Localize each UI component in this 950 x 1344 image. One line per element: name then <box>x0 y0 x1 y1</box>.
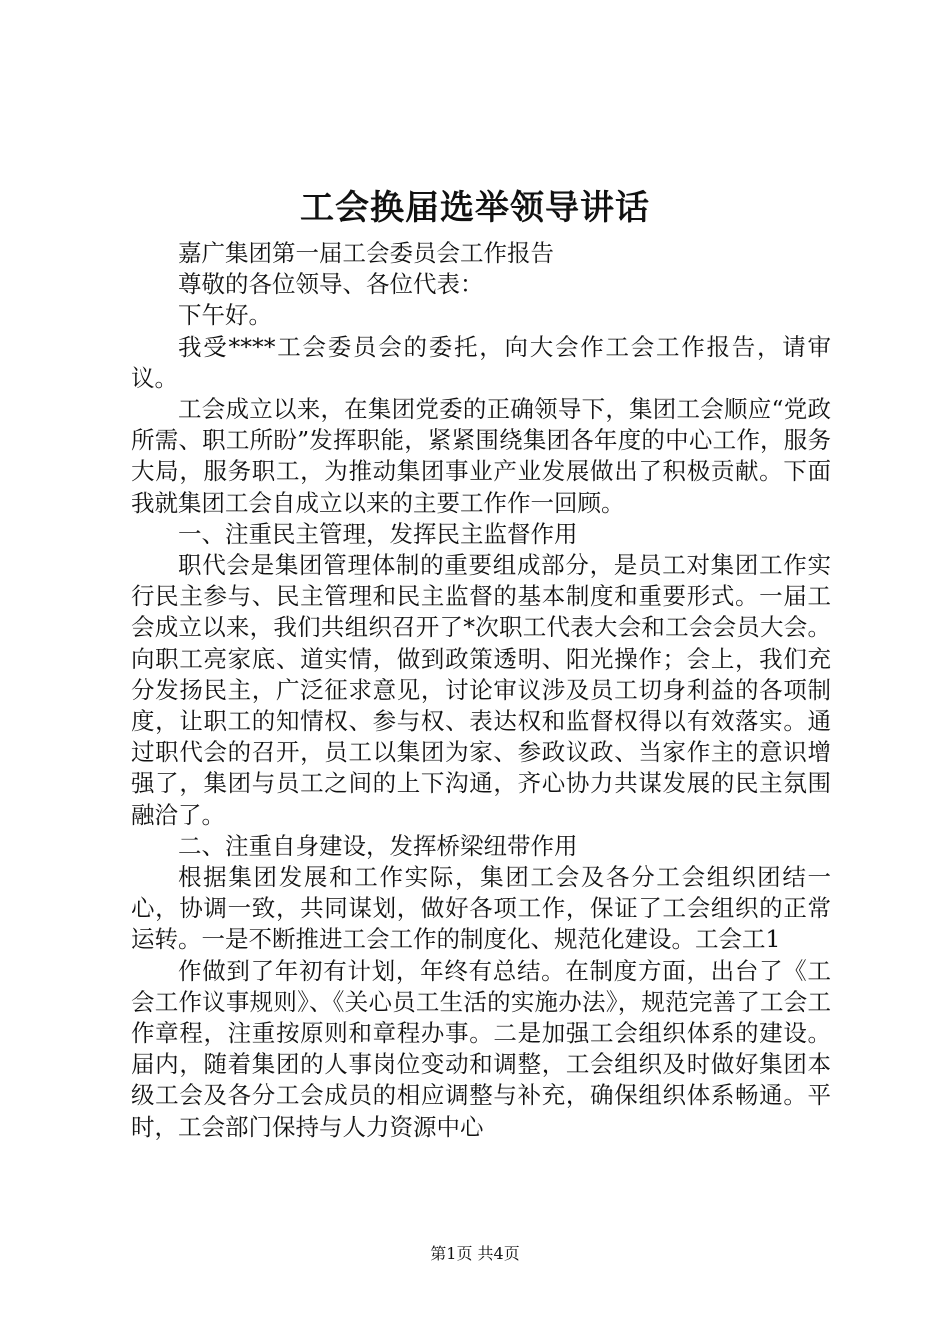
section-heading-2: 二、注重自身建设，发挥桥梁纽带作用 <box>178 831 578 860</box>
page-number-footer: 第1页 共4页 <box>430 1244 520 1263</box>
document-body <box>131 238 831 1143</box>
section-1-paragraph: 职代会是集团管理体制的重要组成部分，是员工对集团工作实行民主参与、民主管理和民主监督的基本制度和重要形式。一届工会成立以来，我们共组织召开了*次职工代表大会和工会会员大会。向职工亮家底、道实情，做到政策透明、阳光操作；会上，我们充分发扬民主，广泛征求意见，讨论审议涉及员工切身利益的各项制度，让职工的知情权、参与权、表达权和监督权得以有效落实。通过职代会的召开，员工以集团为家、参政议政、当家作主的意识增强了，集团与员工之间的上下沟通，齐心协力共谋发展的民主氛围融洽了。 <box>131 551 831 829</box>
section-2-continuation: 作做到了年初有计划，年终有总结。在制度方面，出台了《工会工作议事规则》、《关心员工生活的实施办法》，规范完善了工会工作章程，注重按原则和章程办事。二是加强工会组织体系的建设。届内，随着集团的人事岗位变动和调整，工会组织及时做好集团本级工会及各分工会成员的相应调整与补充，确保组织体系畅通。平时，工会部门保持与人力资源中心 <box>131 956 831 1141</box>
section-heading-1: 一、注重民主管理，发挥民主监督作用 <box>178 519 578 548</box>
section-2-paragraph: 根据集团发展和工作实际，集团工会及各分工会组织团结一心，协调一致，共同谋划，做好各项工作，保证了工会组织的正常运转。一是不断推进工会工作的制度化、规范化建设。工会工1 <box>131 863 831 954</box>
document-title: 工会换届选举领导讲话 <box>300 188 650 228</box>
greeting: 下午好。 <box>178 301 272 330</box>
overview-paragraph: 工会成立以来，在集团党委的正确领导下，集团工会顺应“党政所需、职工所盼”发挥职能，紧紧围绕集团各年度的中心工作，服务大局，服务职工，为推动集团事业产业发展做出了积极贡献。下面我就集团工会自成立以来的主要工作作一回顾。 <box>131 395 831 517</box>
salutation: 尊敬的各位领导、各位代表： <box>178 270 484 299</box>
intro-paragraph: 我受****工会委员会的委托，向大会作工会工作报告，请审议。 <box>131 332 831 392</box>
report-heading: 嘉广集团第一届工会委员会工作报告 <box>178 239 554 267</box>
